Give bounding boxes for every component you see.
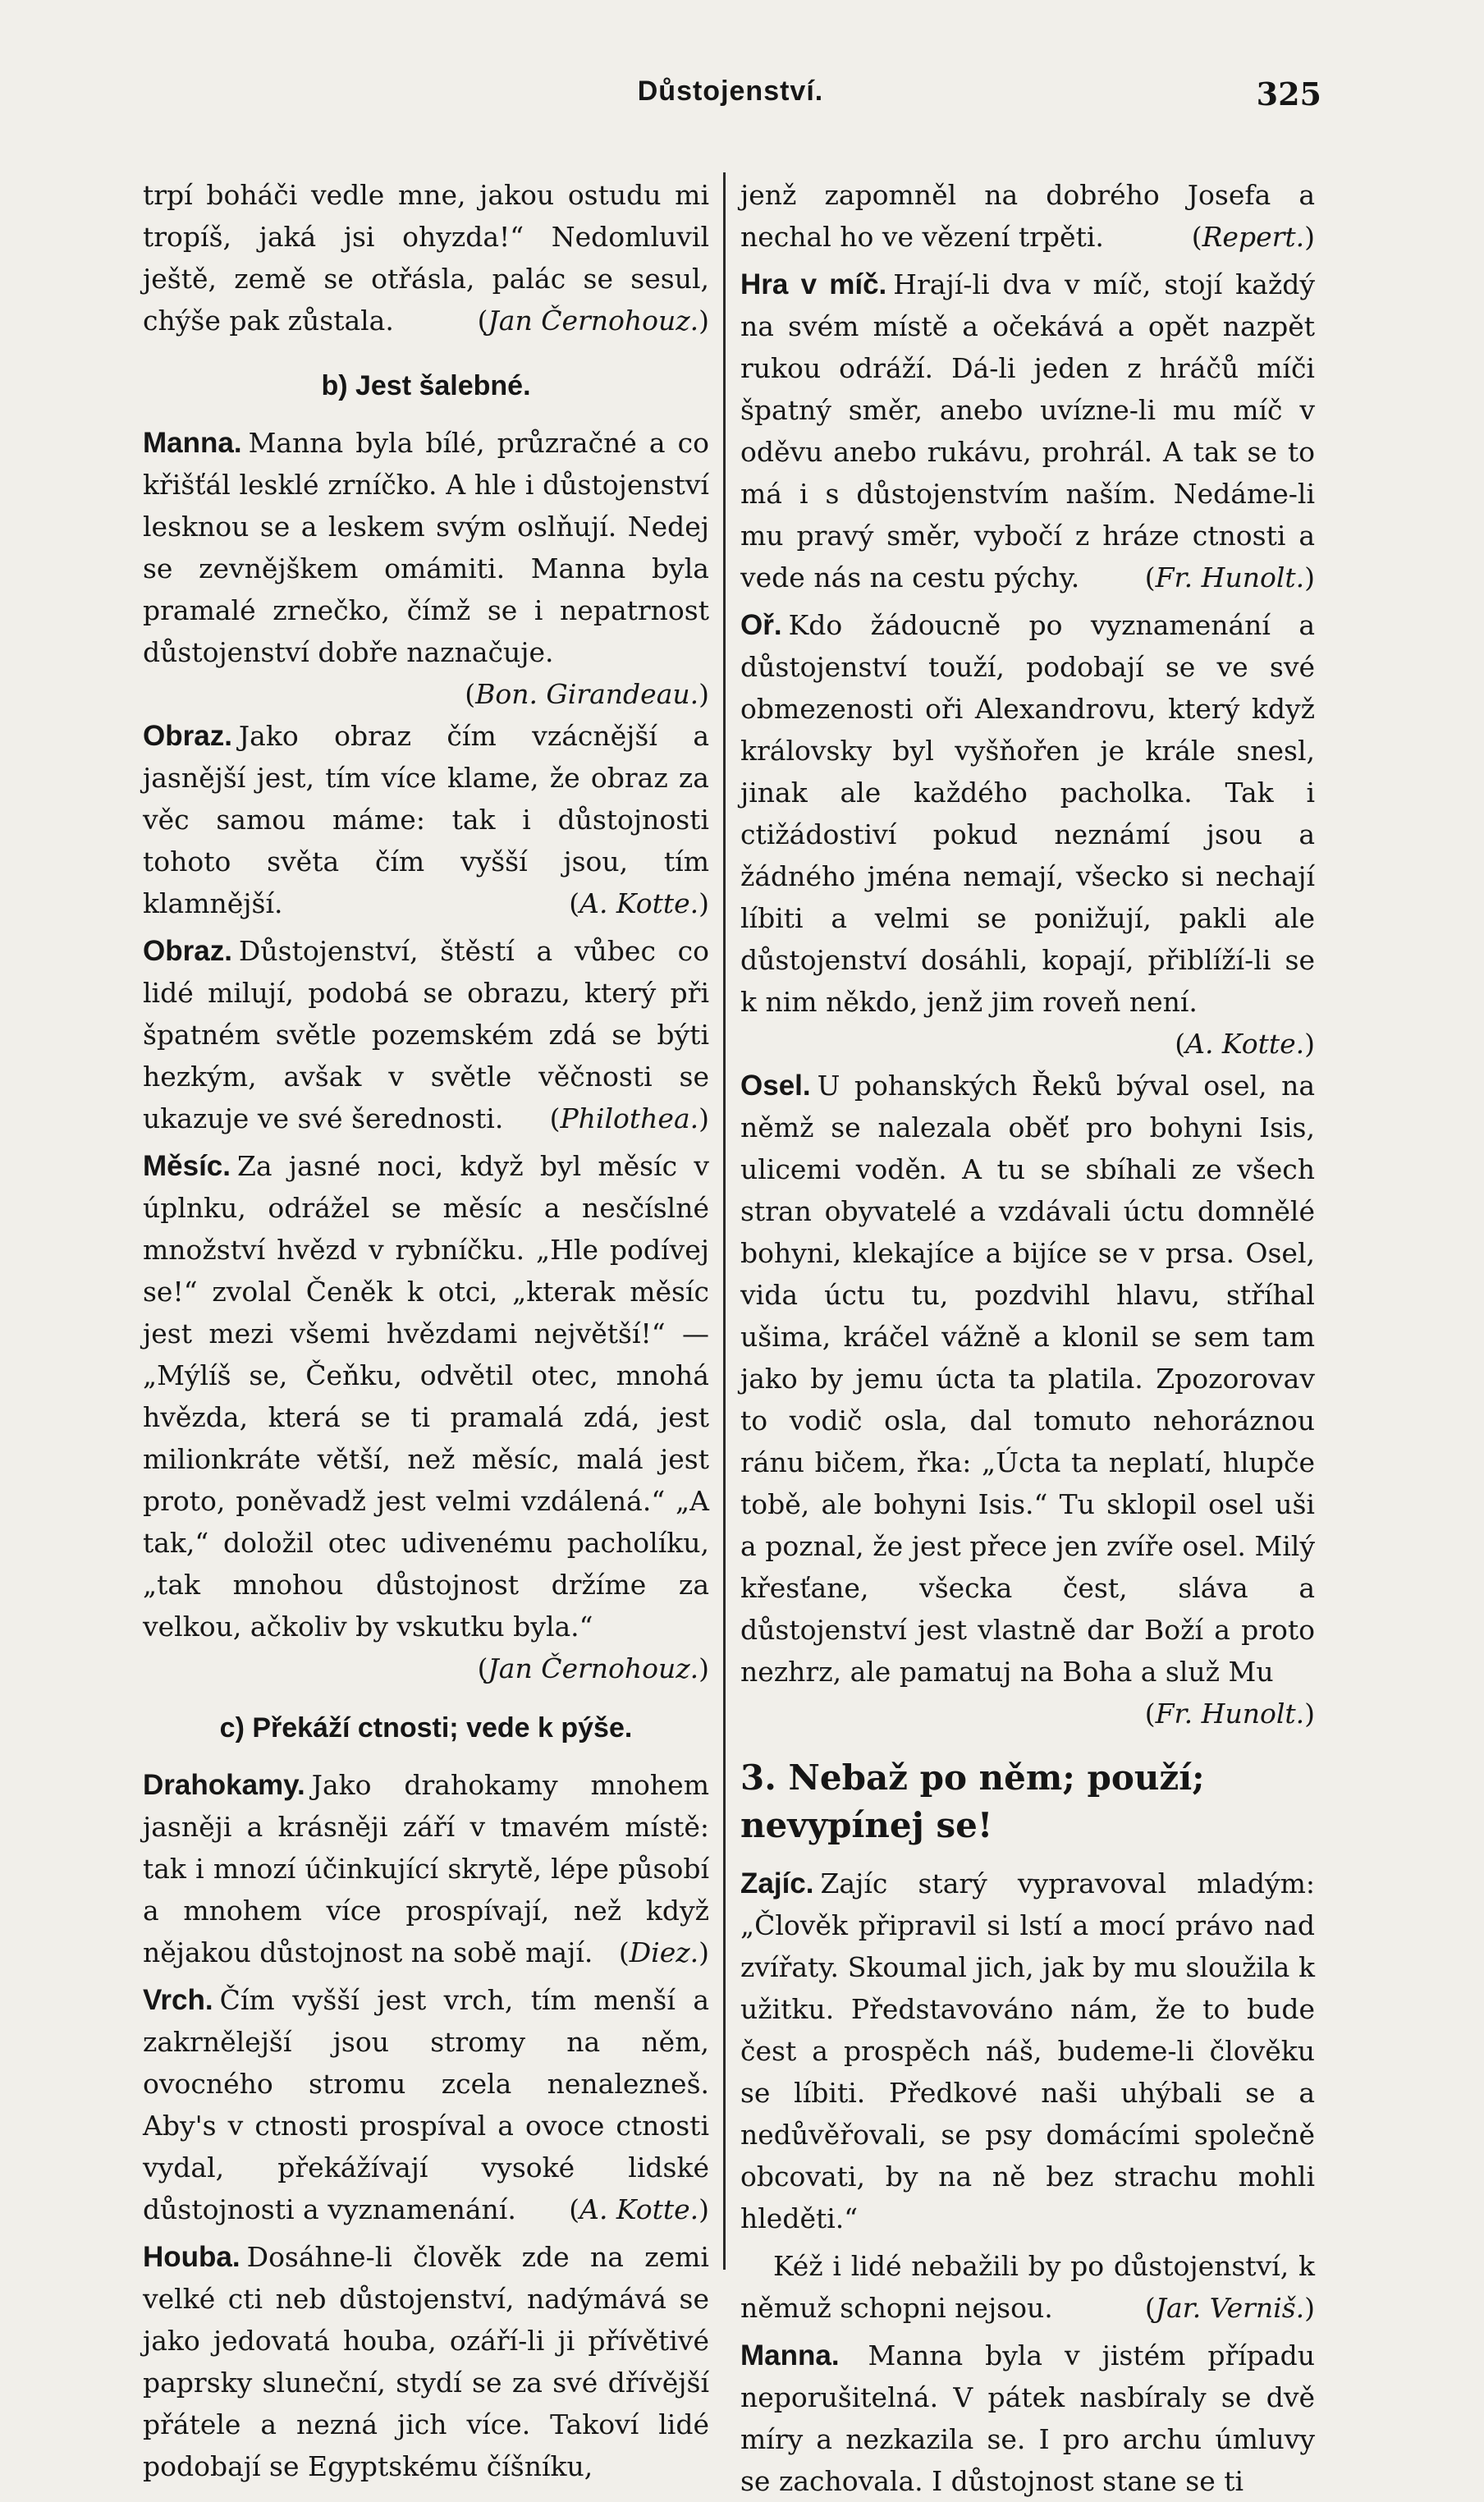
- entry: [143, 1979, 709, 2230]
- paragraph-text: Kéž i lidé nebažili by po důstojenství, k němuž schopni nejsou.: [740, 2250, 1315, 2324]
- paragraph: [143, 174, 709, 341]
- entry-text: Důstojenství, štěstí a vůbec co lidé milují, podobá se obrazu, který při špatném světle pozemském zdá se býti hezkým, avšak v světle věčnosti se ukazuje ve své šerednosti.: [143, 935, 709, 1134]
- right-column: [740, 174, 1315, 2497]
- entries-list: [740, 263, 1315, 1734]
- subheading: c) Překáží ctnosti; vede k pýše.: [219, 1712, 633, 1744]
- entry: [740, 604, 1315, 1060]
- source-citation: ( Jar. Verniš. ): [1112, 2287, 1315, 2329]
- page-number: 325: [1256, 76, 1321, 112]
- entry-keyword: Oř.: [740, 609, 782, 641]
- entries-list: [740, 1863, 1315, 2239]
- paragraph-text: trpí boháči vedle mne, jakou ostudu mi tropíš, jaká jsi ohyzda!“ Nedomluvil ještě, země se otřásla, palác se sesul, chýše pak zůstala.: [143, 179, 709, 337]
- source-citation: ( Fr. Hunolt. ): [1145, 557, 1315, 598]
- section-heading: 3. Nebaž po něm; použí; nevypínej se!: [740, 1757, 1205, 1845]
- source-citation: ( Fr. Hunolt. ): [1145, 1693, 1315, 1734]
- paragraph: [740, 2335, 1315, 2502]
- source-citation: ( Bon. Girandeau. ): [465, 673, 709, 715]
- entry-text: Zajíc starý vypravoval mladým: „Člověk připravil si lstí a mocí právo nad zvířaty. Skoumal jich, jak by mu sloužila k užitku. Představováno nám, že to bude čest a prospěch náš, budeme-li člověku se líbiti. Předkové naši uhýbali se a nedůvěřovali, se psy domácími společně obcovati, by na ně bez strachu mohli hleděti.“: [740, 1867, 1315, 2234]
- left-column: [143, 174, 709, 2482]
- entry-text: Za jasné noci, když byl měsíc v úplnku, odrážel se měsíc a nesčíslné množství hvězd v rybníčku. „Hle podívej se!“ zvolal Čeněk k otci, „kterak měsíc jest mezi všemi hvězdami největší!“ — „Mýlíš se, Čeňku, odvětil otec, mnohá hvězda, která se ti pramalá zdá, jest milionkráte větší, než měsíc, malá jest proto, poněvadž jest velmi vzdálená.“ „A tak,“ doložil otec udivenému pacholíku, „tak mnohou důstojnost držíme za velkou, ačkoliv by vskutku byla.“: [143, 1150, 709, 1643]
- entry: [143, 715, 709, 924]
- entry-text: Dosáhne-li člověk zde na zemi velké cti neb důstojenství, nadýmává se jako jedovatá houba, ozáří-li ji přívětivé paprsky sluneční, stydí se za své dřívější přátele a nezná jich více. Takoví lidé podobají se Egyptskému číšníku,: [143, 2241, 709, 2482]
- entry: [143, 1145, 709, 1684]
- entry-keyword: Manna.: [740, 2339, 840, 2371]
- entry-keyword: Manna.: [143, 427, 242, 459]
- entry-keyword: Drahokamy.: [143, 1769, 305, 1801]
- entry-text: Čím vyšší jest vrch, tím menší a zakrnělejší jsou stromy na něm, ovocného stromu zcela nenalezneš. Aby's v ctnosti prospíval a ovoce ctnosti vydal, překážívají vysoké lidské důstojnosti a vyznamenání.: [143, 1984, 709, 2225]
- subheading: b) Jest šalebné.: [321, 370, 531, 401]
- entry-keyword: Houba.: [143, 2241, 240, 2273]
- entry: [143, 930, 709, 1139]
- running-header: Důstojenství.: [637, 76, 824, 107]
- entries-list: [143, 1764, 709, 2493]
- entry-text: U pohanských Řeků býval osel, na němž se nalezala oběť pro bohyni Isis, ulicemi voděn. A tu se sbíhali ze všech stran obyvatelé a vzdávali úctu domnělé bohyni, klekajíce a bijíce se v prsa. Osel, vida úctu tu, pozdvihl hlavu, stříhal ušima, kráčel vážně a klonil se sem tam jako by jemu úcta ta platila. Zpozorovav to vodič osla, dal tomuto nehoráznou ránu bičem, řka: „Úcta ta neplatí, hlupče tobě, ale bohyni Isis.“ Tu sklopil osel uši a poznal, že jest přece jen zvíře osel. Milý křesťane, všecka čest, sláva a důstojenství jest vlastně dar Boží a proto nezhrz, ale pamatuj na Boha a služ Mu: [740, 1070, 1315, 1688]
- entry-keyword: Obraz.: [143, 935, 232, 967]
- entry-text: Jako obraz čím vzácnější a jasnější jest, tím více klame, že obraz za věc samou máme: tak i důstojnosti tohoto světa čím vyšší jsou, tím klamnější.: [143, 720, 709, 919]
- source-citation: ( Philothea. ): [550, 1097, 709, 1139]
- entry-text: Kdo žádoucně po vyznamenání a důstojenství touží, podobají se ve své obmezenosti oři Alexandrovu, který když královsky byl vyšňořen je krále snesl, jinak ale každého pacholka. Tak i ctižádostiví pokud neznámí jsou a žádného jména nemají, všecko si nechají líbiti a velmi se ponižují, pakli ale důstojenství dosáhli, kopají, přiblíží-li se k nim někdo, jenž jim roveň není.: [740, 609, 1315, 1018]
- paragraph: [740, 174, 1315, 258]
- entry: [143, 1764, 709, 1973]
- entry: [740, 263, 1315, 598]
- entry-keyword: Měsíc.: [143, 1150, 231, 1182]
- source-citation: ( A. Kotte. ): [1175, 1023, 1315, 1065]
- source-citation: ( Jan Černohouz. ): [478, 1647, 709, 1689]
- entry-keyword: Osel.: [740, 1070, 811, 1102]
- source-citation: ( Diez. ): [619, 1931, 709, 1973]
- entry-keyword: Vrch.: [143, 1984, 213, 2016]
- source-citation: ( Repert. ): [1192, 216, 1315, 258]
- entry: [740, 1863, 1315, 2239]
- paragraph-text: Manna byla v jistém případu neporušitelná. V pátek nasbíraly se dvě míry a nezkazila se. I pro archu úmluvy se zachovala. I důstojnost stane se ti: [740, 2339, 1315, 2497]
- source-citation: ( A. Kotte. ): [569, 882, 709, 924]
- paragraph: [740, 2245, 1315, 2329]
- paragraph-text: jenž zapomněl na dobrého Josefa a nechal ho ve vězení trpěti.: [740, 179, 1315, 253]
- entry: [143, 422, 709, 710]
- entry-text: Hrají-li dva v míč, stojí každý na svém místě a očekává a opět nazpět rukou odráží. Dá-li jeden z hráčů míči špatný směr, anebo uvízne-li mu míč v oděvu anebo rukávu, prohrál. A tak se to má i s důstojenstvím naším. Nedáme-li mu pravý směr, vybočí z hráze ctnosti a vede nás na cestu pýchy.: [740, 268, 1315, 593]
- entry-keyword: Hra v míč.: [740, 268, 887, 300]
- entry-text: Jako drahokamy mnohem jasněji a krásněji září v tmavém místě: tak i mnozí účinkující skrytě, lépe působí a mnohem více prospívají, než když nějakou důstojnost na sobě mají.: [143, 1769, 709, 1968]
- source-citation: ( A. Kotte. ): [569, 2188, 709, 2230]
- entry: [143, 2236, 709, 2487]
- entry-keyword: Obraz.: [143, 720, 232, 752]
- entry: [740, 1065, 1315, 1730]
- entries-list: [143, 422, 709, 1689]
- source-citation: ( Jan Černohouz. ): [478, 300, 709, 341]
- entry-text: Manna byla bílé, průzračné a co křišťál lesklé zrníčko. A hle i důstojenství lesknou se a leskem svým oslňují. Nedej se zevnějškem omámiti. Manna byla pramalé zrnečko, čímž se i nepatrnost důstojenství dobře naznačuje.: [143, 427, 709, 668]
- column-divider: [723, 172, 726, 2270]
- entry-keyword: Zajíc.: [740, 1867, 814, 1899]
